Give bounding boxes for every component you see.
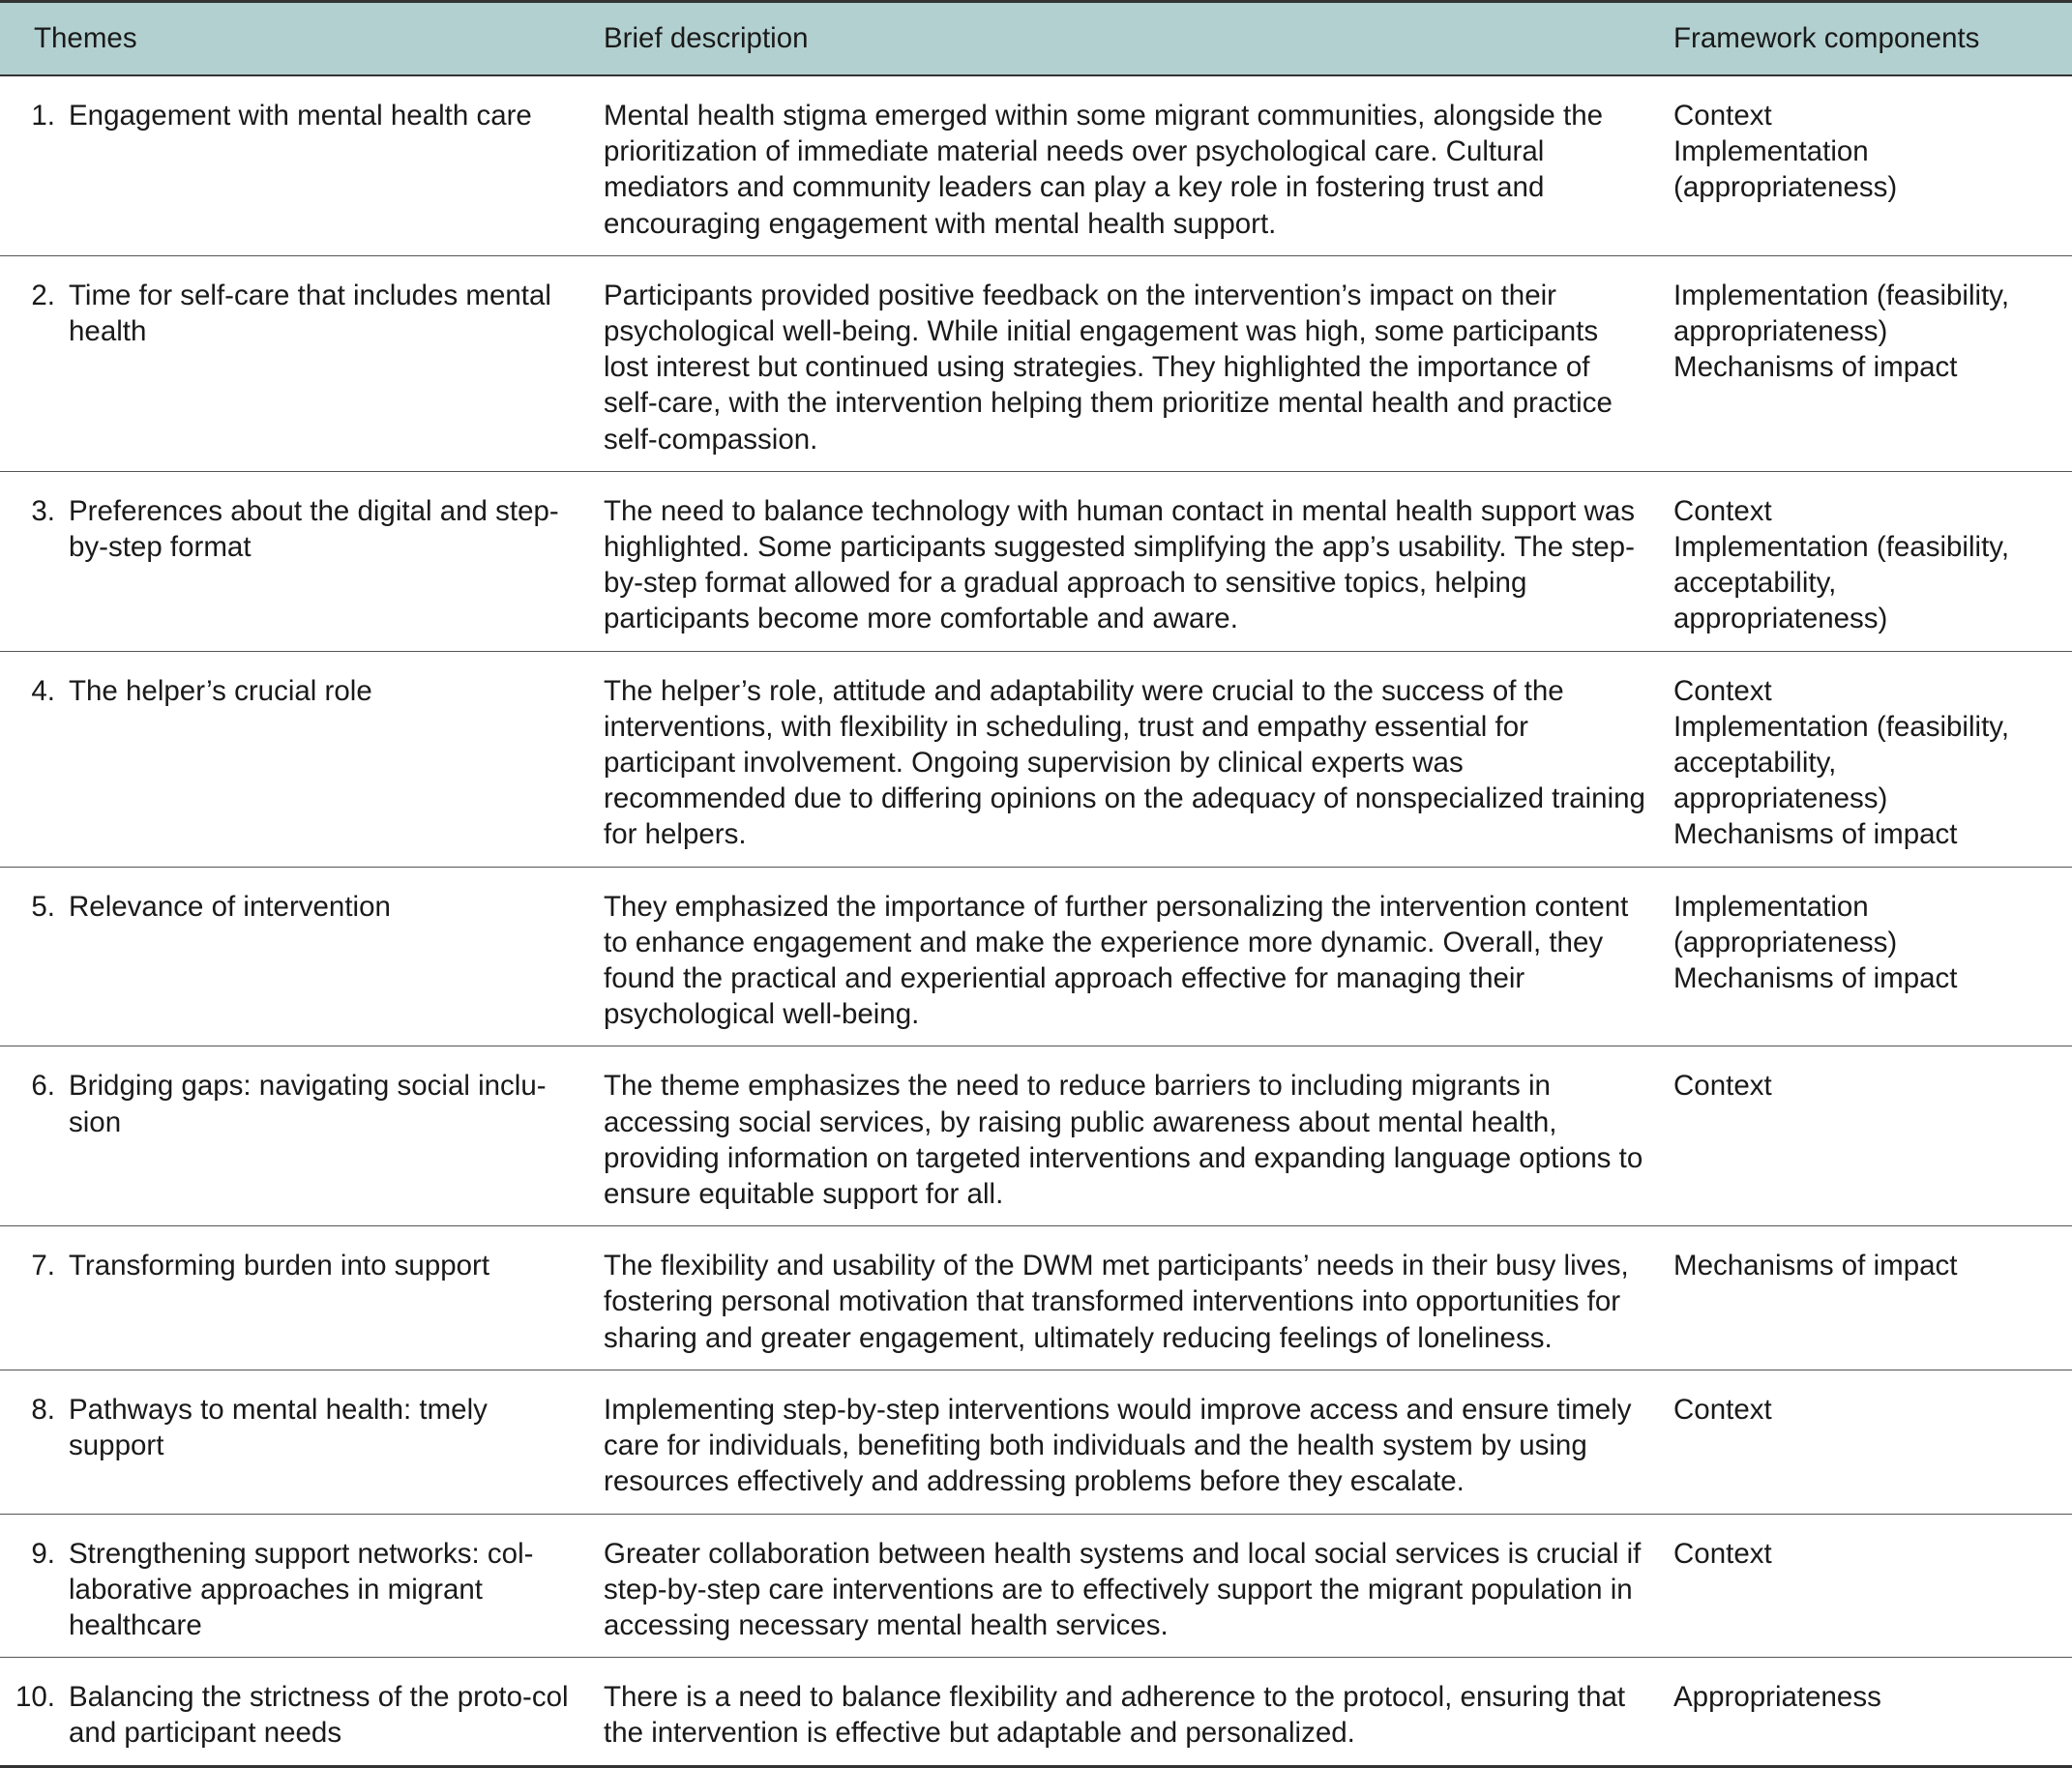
table-row	[0, 255, 2072, 471]
table-row	[0, 75, 2072, 255]
table-header	[0, 2, 2072, 76]
framework-cell	[1670, 75, 2072, 255]
theme-number: 6.	[31, 1070, 55, 1103]
framework-component: Context	[1673, 1393, 1772, 1426]
theme-number: 4.	[31, 674, 55, 707]
framework-component: Mechanisms of impact	[1673, 962, 1958, 995]
table-row	[0, 1658, 2072, 1766]
theme-number-wrap	[0, 1679, 69, 1751]
theme-cell	[0, 1226, 600, 1370]
theme-number: 1.	[31, 100, 55, 132]
framework-component: appropriateness)	[1673, 603, 1888, 635]
framework-component: Implementation (feasibility,	[1673, 531, 2010, 564]
framework-component: acceptability,	[1673, 747, 1837, 780]
description-cell: The need to balance technology with human contact in mental health support was highlighted. Some participants suggested simplifying the app’s usability. The step-by-step format allowed for a gradual approach to sensitive topics, helping participants become more comfortable and aware.	[600, 471, 1670, 651]
framework-component: Implementation (feasibility,	[1673, 279, 2010, 311]
description-cell: Implementing step-by-step interventions would improve access and ensure timely care for individuals, benefiting both individuals and the health system by using resources effectively and addressing problems before they escalate.	[600, 1370, 1670, 1514]
theme-number: 10.	[15, 1681, 55, 1714]
framework-component: Context	[1673, 100, 1772, 132]
theme-number-wrap	[0, 889, 69, 925]
theme-title: Balancing the strictness of the proto-col and participant needs	[69, 1681, 569, 1750]
theme-content	[0, 1248, 580, 1283]
theme-cell	[0, 1658, 600, 1766]
theme-cell	[0, 651, 600, 867]
description-cell: There is a need to balance flexibility and adherence to the protocol, ensuring that the intervention is effective but adaptable and personalized.	[600, 1658, 1670, 1766]
framework-component: Implementation (feasibility,	[1673, 710, 2010, 743]
theme-number: 7.	[31, 1250, 55, 1282]
theme-number: 2.	[31, 279, 55, 311]
theme-title: Time for self-care that includes mental health	[69, 279, 551, 348]
theme-number-wrap	[0, 673, 69, 709]
theme-number-wrap	[0, 1068, 69, 1139]
header-framework: Framework components	[1670, 2, 2072, 76]
framework-component: Implementation	[1673, 135, 1869, 168]
description-cell: Mental health stigma emerged within some migrant communities, alongside the prioritization of immediate material needs over psychological care. Cultural mediators and community leaders can play a key role in fostering trust and encouraging engagement with mental health support.	[600, 75, 1670, 255]
header-themes: Themes	[0, 2, 600, 76]
table-row	[0, 1046, 2072, 1226]
theme-content	[0, 673, 580, 709]
theme-title: Transforming burden into support	[69, 1250, 490, 1282]
framework-component: (appropriateness)	[1673, 926, 1898, 958]
table-row	[0, 867, 2072, 1046]
framework-cell	[1670, 1226, 2072, 1370]
description-cell: They emphasized the importance of further personalizing the intervention content to enhance engagement and make the experience more dynamic. Overall, they found the practical and experiential approach effective for managing their psychological well-being.	[600, 867, 1670, 1046]
framework-component: Context	[1673, 1537, 1772, 1570]
theme-number-wrap	[0, 1248, 69, 1283]
framework-component: (appropriateness)	[1673, 171, 1898, 204]
table-row	[0, 1226, 2072, 1370]
framework-component: appropriateness)	[1673, 315, 1888, 348]
theme-title: Bridging gaps: navigating social inclu-sion	[69, 1070, 547, 1138]
framework-cell	[1670, 1514, 2072, 1658]
theme-number-wrap	[0, 278, 69, 349]
theme-number: 5.	[31, 890, 55, 923]
table-row	[0, 1514, 2072, 1658]
framework-component: Mechanisms of impact	[1673, 351, 1958, 384]
table-row	[0, 471, 2072, 651]
theme-title: Strengthening support networks: col-laborative approaches in migrant healthcare	[69, 1537, 534, 1641]
theme-content	[0, 1536, 580, 1644]
theme-title: Pathways to mental health: tmely support	[69, 1393, 488, 1462]
theme-number: 9.	[31, 1537, 55, 1570]
framework-component: Mechanisms of impact	[1673, 818, 1958, 851]
theme-cell	[0, 1370, 600, 1514]
theme-cell	[0, 471, 600, 651]
framework-cell	[1670, 1370, 2072, 1514]
theme-cell	[0, 867, 600, 1046]
theme-title: Engagement with mental health care	[69, 100, 532, 132]
framework-cell	[1670, 1046, 2072, 1226]
theme-cell	[0, 255, 600, 471]
description-cell: The helper’s role, attitude and adaptability were crucial to the success of the interventions, with flexibility in scheduling, trust and empathy essential for participant involvement. Ongoing supervision by clinical experts was recommended due to differing opinions on the adequacy of nonspecialized training for helpers.	[600, 651, 1670, 867]
description-cell: The flexibility and usability of the DWM met participants’ needs in their busy lives, fostering personal motivation that transformed interventions into opportunities for sharing and greater engagement, ultimately reducing feelings of loneliness.	[600, 1226, 1670, 1370]
framework-component: Context	[1673, 1070, 1772, 1103]
theme-cell	[0, 75, 600, 255]
description-cell: Participants provided positive feedback on the intervention’s impact on their psychological well-being. While initial engagement was high, some participants lost interest but continued using strategies. They highlighted the importance of self-care, with the intervention helping them prioritize mental health and practice self-compassion.	[600, 255, 1670, 471]
theme-content	[0, 1068, 580, 1139]
framework-cell	[1670, 255, 2072, 471]
theme-content	[0, 1392, 580, 1463]
framework-cell	[1670, 1658, 2072, 1766]
theme-title: Relevance of intervention	[69, 890, 391, 923]
framework-cell	[1670, 867, 2072, 1046]
theme-title: The helper’s crucial role	[69, 674, 372, 707]
table-body	[0, 75, 2072, 1766]
header-row	[0, 2, 2072, 76]
framework-cell	[1670, 651, 2072, 867]
theme-number: 3.	[31, 494, 55, 527]
framework-component: Implementation	[1673, 890, 1869, 923]
framework-component: appropriateness)	[1673, 782, 1888, 815]
theme-number-wrap	[0, 493, 69, 565]
theme-cell	[0, 1514, 600, 1658]
theme-content	[0, 98, 580, 133]
theme-number-wrap	[0, 1536, 69, 1644]
framework-component: Context	[1673, 494, 1772, 527]
theme-content	[0, 278, 580, 349]
theme-content	[0, 889, 580, 925]
table-row	[0, 651, 2072, 867]
theme-content	[0, 1679, 580, 1751]
theme-cell	[0, 1046, 600, 1226]
theme-number-wrap	[0, 1392, 69, 1463]
framework-component: acceptability,	[1673, 567, 1837, 600]
theme-number-wrap	[0, 98, 69, 133]
framework-component: Mechanisms of impact	[1673, 1250, 1958, 1282]
framework-component: Appropriateness	[1673, 1681, 1881, 1714]
framework-component: Context	[1673, 674, 1772, 707]
framework-cell	[1670, 471, 2072, 651]
description-cell: Greater collaboration between health systems and local social services is crucial if step-by-step care interventions are to effectively support the migrant population in accessing necessary mental health services.	[600, 1514, 1670, 1658]
theme-content	[0, 493, 580, 565]
table-row	[0, 1370, 2072, 1514]
theme-number: 8.	[31, 1393, 55, 1426]
header-description: Brief description	[600, 2, 1670, 76]
theme-title: Preferences about the digital and step-by-step format	[69, 494, 559, 564]
description-cell: The theme emphasizes the need to reduce barriers to including migrants in accessing social services, by raising public awareness about mental health, providing information on targeted interventions and expanding language options to ensure equitable support for all.	[600, 1046, 1670, 1226]
